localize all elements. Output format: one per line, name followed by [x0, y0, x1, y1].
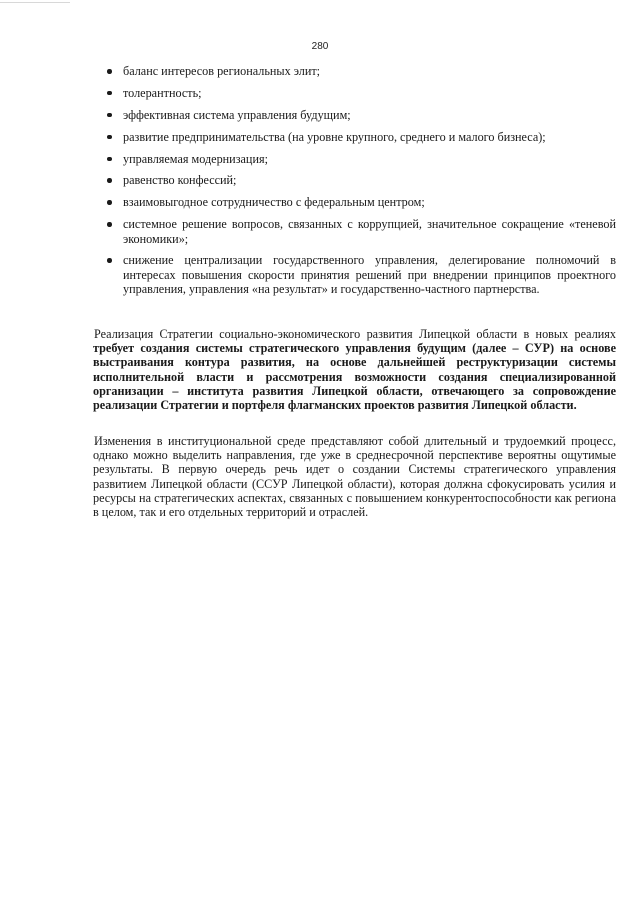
- list-item: [113, 217, 616, 246]
- list-item: [113, 86, 616, 100]
- list-item-text: толерантность;: [123, 85, 202, 100]
- paragraph-strategy-implementation: [93, 327, 616, 412]
- list-item: [113, 173, 616, 187]
- list-item-text: равенство конфессий;: [123, 173, 237, 188]
- list-item-text: управляемая модернизация;: [123, 151, 268, 166]
- bullet-icon: [107, 113, 112, 118]
- list-item: [113, 108, 616, 122]
- bullet-icon: [107, 69, 112, 74]
- list-item: [113, 253, 616, 296]
- bullet-icon: [107, 200, 112, 205]
- list-item-text: системное решение вопросов, связанных с коррупцией, значительное сокращение «теневой экономики»;: [123, 217, 616, 246]
- paragraph-institutional-changes: Изменения в институциональной среде представляют собой длительный и трудоемкий процесс, однако можно выделить направления, где уже в среднесрочной перспективе вероятны ощутимые результаты. В первую очередь речь идет о создании Системы стратегического управления развитием Липецкой области (ССУР Липецкой области), которая должна сфокусировать усилия и ресурсы на стратегических аспектах, связанных с повышением конкурентоспособности как региона в целом, так и его отдельных территорий и отраслей.: [93, 434, 616, 520]
- bullet-icon: [107, 135, 112, 140]
- list-item: [113, 152, 616, 166]
- page-number: 280: [311, 41, 329, 52]
- bullet-icon: [107, 178, 112, 183]
- bullet-list: [113, 64, 616, 304]
- list-item: [113, 130, 616, 144]
- list-item-text: взаимовыгодное сотрудничество с федеральным центром;: [123, 195, 425, 210]
- bullet-icon: [107, 157, 112, 162]
- paragraph-bold-text: требует создания системы стратегического управления будущим (далее – СУР) на основе выстраивания контура развития, на основе дальнейшей реструктуризации системы исполнительной власти и рассмотрения возможности создания специализированной организации – института развития Липецкой области, отвечающего за сопровождение реализации Стратегии и портфеля флагманских проектов развития Липецкой области.: [93, 341, 616, 413]
- bullet-icon: [107, 91, 112, 96]
- list-item-text: эффективная система управления будущим;: [123, 107, 351, 122]
- paragraph-text: Реализация Стратегии социально-экономического развития Липецкой области в новых реалиях: [94, 327, 616, 341]
- bullet-icon: [107, 222, 112, 227]
- scan-artifact-line: [0, 2, 70, 3]
- bullet-icon: [107, 258, 112, 263]
- list-item-text: баланс интересов региональных элит;: [123, 64, 321, 78]
- list-item: [113, 64, 616, 78]
- list-item: [113, 195, 616, 209]
- list-item-text: развитие предпринимательства (на уровне крупного, среднего и малого бизнеса);: [123, 129, 546, 144]
- list-item-text: снижение централизации государственного управления, делегирование полномочий в интересах повышения скорости принятия решений при внедрении принципов проектного управления, управления «на результат» и государственно-частного партнерства.: [123, 253, 616, 297]
